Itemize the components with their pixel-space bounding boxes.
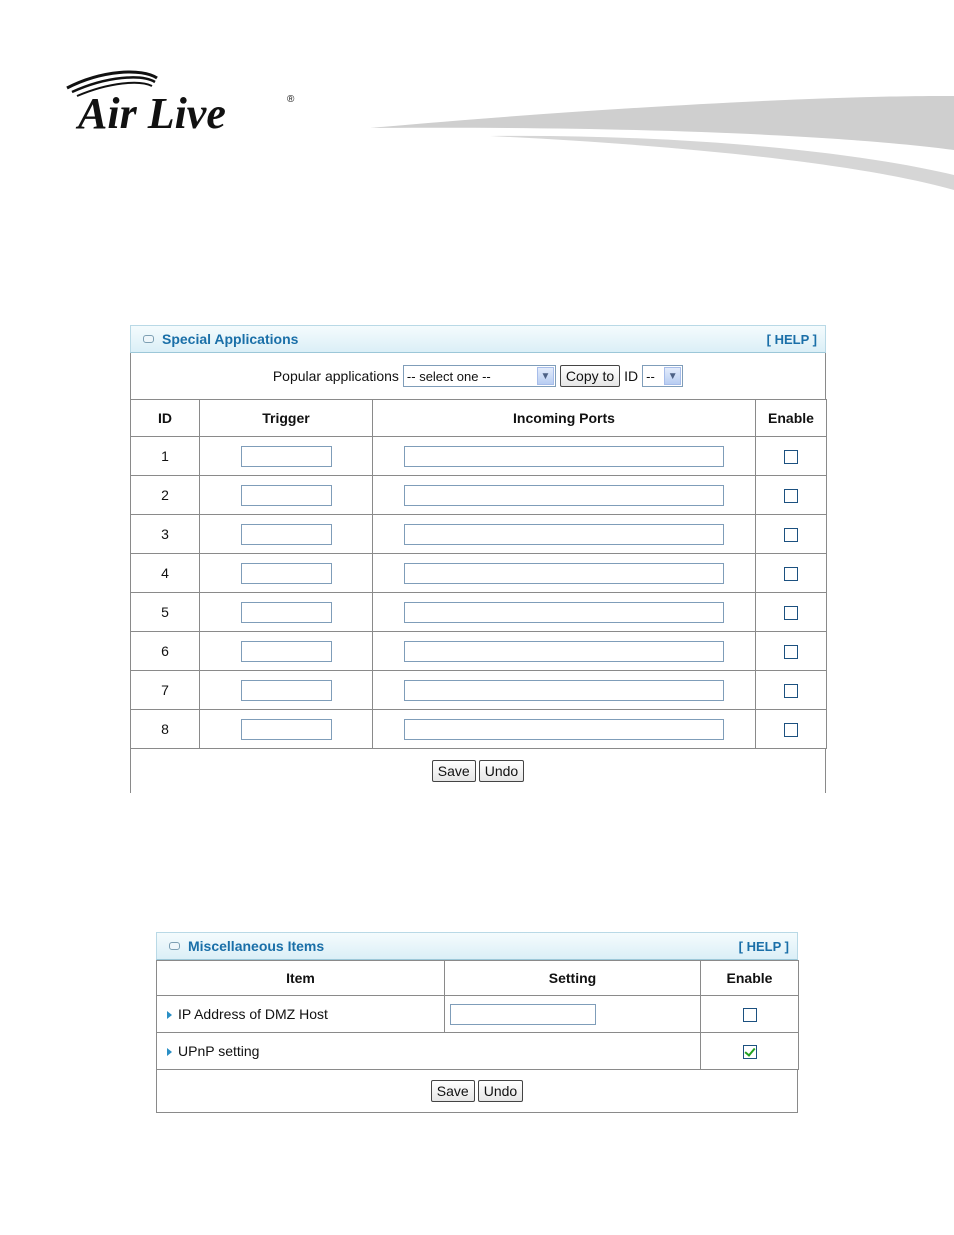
row-id: 1: [131, 437, 200, 476]
table-row: [131, 476, 827, 515]
upnp-setting-label: UPnP setting: [178, 1043, 260, 1059]
table-row: [131, 515, 827, 554]
registered-mark: ®: [287, 94, 295, 105]
incoming-ports-input[interactable]: [404, 524, 724, 545]
table-header-row: [131, 400, 827, 437]
enable-checkbox[interactable]: [784, 645, 798, 659]
table-row: [131, 554, 827, 593]
special-applications-footer: [130, 749, 826, 793]
special-applications-header: [130, 325, 826, 353]
popular-applications-row: [130, 353, 826, 399]
miscellaneous-items-header: [156, 932, 798, 960]
trigger-input[interactable]: [241, 485, 332, 506]
triangle-right-icon: [167, 1048, 172, 1056]
row-id: 7: [131, 671, 200, 710]
trigger-input[interactable]: [241, 641, 332, 662]
column-item: Item: [157, 961, 445, 996]
miscellaneous-items-footer: [156, 1070, 798, 1113]
table-row: [157, 996, 799, 1033]
table-row: [131, 437, 827, 476]
help-link[interactable]: [ HELP ]: [766, 331, 817, 347]
save-button[interactable]: Save: [431, 1080, 475, 1102]
table-row: [157, 1033, 799, 1070]
table-row: [131, 671, 827, 710]
help-link[interactable]: [ HELP ]: [738, 938, 789, 954]
trigger-input[interactable]: [241, 446, 332, 467]
panel-title: Special Applications: [162, 331, 299, 347]
incoming-ports-input[interactable]: [404, 680, 724, 701]
special-applications-table: [130, 399, 827, 749]
incoming-ports-input[interactable]: [404, 719, 724, 740]
trigger-input[interactable]: [241, 680, 332, 701]
table-row: [131, 632, 827, 671]
row-id: 3: [131, 515, 200, 554]
bullet-icon: [169, 942, 180, 950]
logo-text: Air Live: [78, 89, 226, 136]
id-label: ID: [624, 368, 639, 384]
dmz-host-ip-input[interactable]: [450, 1004, 596, 1025]
enable-checkbox[interactable]: [784, 450, 798, 464]
trigger-input[interactable]: [241, 719, 332, 740]
miscellaneous-items-panel: [156, 932, 798, 1113]
select-value: -- select one --: [406, 368, 491, 384]
row-id: 5: [131, 593, 200, 632]
incoming-ports-input[interactable]: [404, 563, 724, 584]
table-row: [131, 710, 827, 749]
column-incoming-ports: Incoming Ports: [373, 400, 756, 437]
chevron-down-icon[interactable]: ▼: [537, 367, 554, 385]
triangle-right-icon: [167, 1011, 172, 1019]
upnp-enable-checkbox[interactable]: [743, 1045, 757, 1059]
copy-to-button[interactable]: Copy to: [560, 365, 620, 387]
table-header-row: [157, 961, 799, 996]
trigger-input[interactable]: [241, 524, 332, 545]
incoming-ports-input[interactable]: [404, 602, 724, 623]
enable-checkbox[interactable]: [784, 723, 798, 737]
row-id: 8: [131, 710, 200, 749]
row-id: 4: [131, 554, 200, 593]
column-trigger: Trigger: [200, 400, 373, 437]
enable-checkbox[interactable]: [784, 606, 798, 620]
undo-button[interactable]: Undo: [479, 760, 524, 782]
save-button[interactable]: Save: [432, 760, 476, 782]
incoming-ports-input[interactable]: [404, 446, 724, 467]
dmz-enable-checkbox[interactable]: [743, 1008, 757, 1022]
incoming-ports-input[interactable]: [404, 485, 724, 506]
chevron-down-icon[interactable]: ▼: [664, 367, 681, 385]
enable-checkbox[interactable]: [784, 528, 798, 542]
popular-applications-label: Popular applications: [272, 368, 399, 384]
special-applications-panel: [130, 325, 826, 793]
popular-applications-select[interactable]: [403, 365, 556, 387]
trigger-input[interactable]: [241, 602, 332, 623]
column-enable: Enable: [701, 961, 799, 996]
bullet-icon: [143, 335, 154, 343]
column-id: ID: [131, 400, 200, 437]
header-swoosh: [370, 90, 954, 200]
enable-checkbox[interactable]: [784, 567, 798, 581]
miscellaneous-items-table: [156, 960, 799, 1070]
dmz-host-label: IP Address of DMZ Host: [178, 1006, 328, 1022]
row-id: 6: [131, 632, 200, 671]
table-row: [131, 593, 827, 632]
row-id: 2: [131, 476, 200, 515]
column-setting: Setting: [445, 961, 701, 996]
trigger-input[interactable]: [241, 563, 332, 584]
incoming-ports-input[interactable]: [404, 641, 724, 662]
id-select-value: --: [646, 368, 655, 384]
panel-title: Miscellaneous Items: [188, 938, 325, 954]
airlive-logo: [62, 66, 302, 136]
column-enable: Enable: [756, 400, 827, 437]
enable-checkbox[interactable]: [784, 489, 798, 503]
undo-button[interactable]: Undo: [478, 1080, 523, 1102]
enable-checkbox[interactable]: [784, 684, 798, 698]
id-select[interactable]: [642, 365, 683, 387]
